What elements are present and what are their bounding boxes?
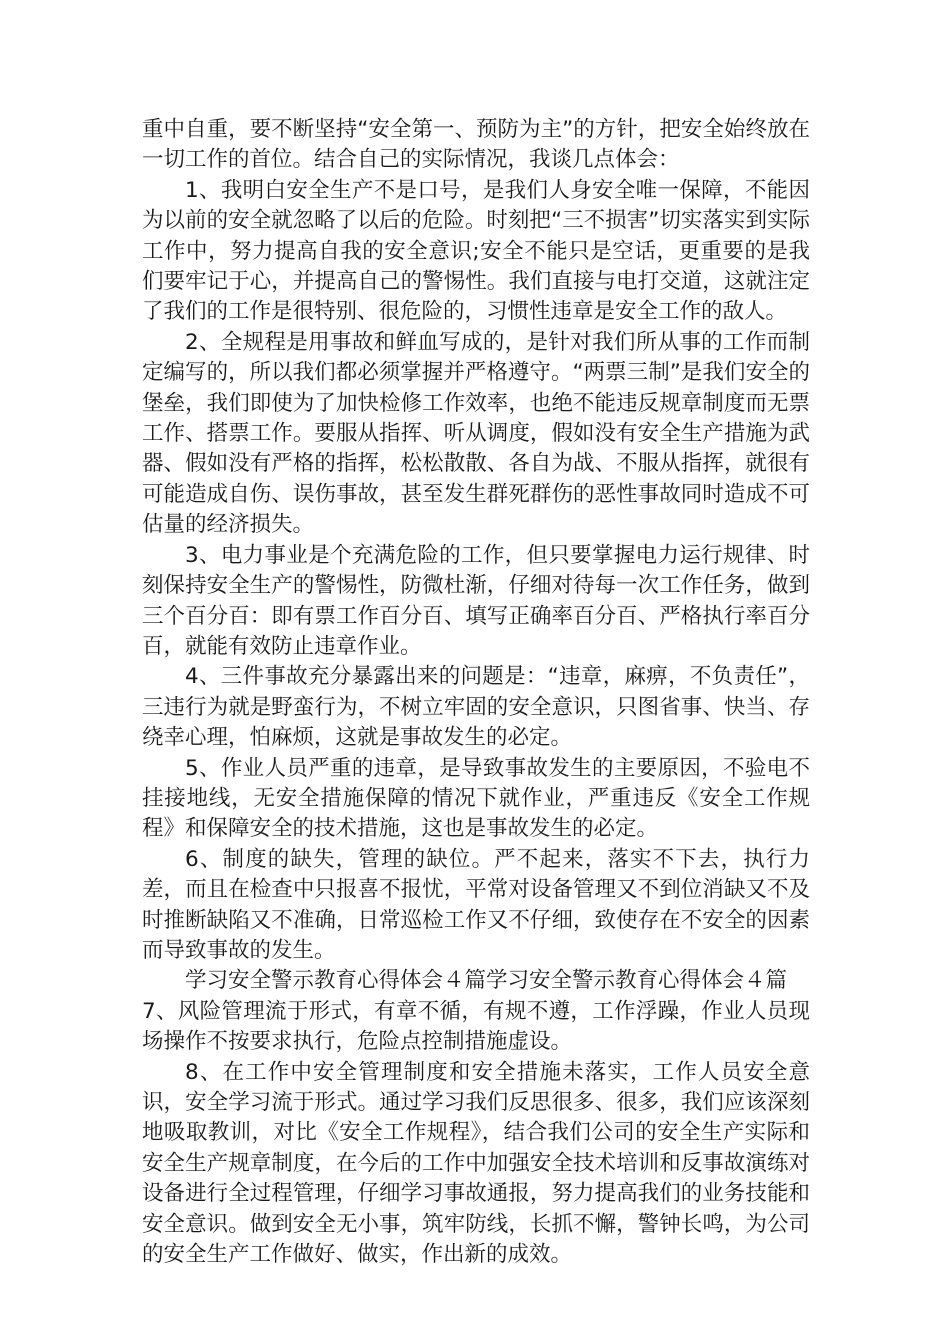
paragraph-intro: 重中自重，要不断坚持“安全第一、预防为主”的方针，把安全始终放在一切工作的首位。结合自己的实际情况，我谈几点体会： <box>142 117 810 173</box>
paragraph-point-4: 4、三件事故充分暴露出来的问题是：“违章，麻痹，不负责任”，三违行为就是野蛮行为，不树立牢固的安全意识，只图省事、快当、存绕幸心理，怕麻烦，这就是事故发生的必定。 <box>142 664 810 751</box>
paragraph-point-7: 7、风险管理流于形式，有章不循，有规不遵，工作浮躁，作业人员现场操作不按要求执行，危险点控制措施虚设。 <box>142 998 810 1055</box>
paragraph-point-6: 6、制度的缺失，管理的缺位。严不起来，落实不下去，执行力差，而且在检查中只报喜不报忧，平常对设备管理又不到位消缺又不及时推断缺陷又不准确，日常巡检工作又不仔细，致使存在不安全的因素而导致事故的发生。 <box>142 846 810 963</box>
paragraph-heading-line: 学习安全警示教育心得体会４篇学习安全警示教育心得体会４篇 <box>185 968 788 994</box>
paragraph-point-5: 5、作业人员严重的违章，是导致事故发生的主要原因，不验电不挂接地线，无安全措施保障的情况下就作业，严重违反《安全工作规程》和保障安全的技术措施，这也是事故发生的必定。 <box>142 755 810 842</box>
paragraph-point-1: 1、我明白安全生产不是口号，是我们人身安全唯一保障，不能因为以前的安全就忽略了以后的危险。时刻把“三不损害”切实落实到实际工作中，努力提高自我的安全意识;安全不能只是空话，更重要的是我们要牢记于心，并提高自己的警惕性。我们直接与电打交道，这就注定了我们的工作是很特别、很危险的，习惯性违章是安全工作的敌人。 <box>142 177 810 325</box>
paragraph-point-3: 3、电力事业是个充满危险的工作，但只要掌握电力运行规律、时刻保持安全生产的警惕性，防微杜渐，仔细对待每一次工作任务，做到三个百分百：即有票工作百分百、填写正确率百分百、严格执行率百分百，就能有效防止违章作业。 <box>142 542 810 659</box>
document-body <box>142 115 810 1270</box>
paragraph-point-8: 8、在工作中安全管理制度和安全措施未落实，工作人员安全意识，安全学习流于形式。通过学习我们反思很多、很多，我们应该深刻地吸取教训，对比《安全工作规程》，结合我们公司的安全生产实际和安全生产规章制度，在今后的工作中加强安全技术培训和反事故演练对设备进行全过程管理，仔细学习事故通报，努力提高我们的业务技能和安全意识。做到安全无小事，筑牢防线，长抓不懈，警钟长鸣，为公司的安全生产工作做好、做实，作出新的成效。 <box>142 1059 810 1268</box>
paragraph-point-2: 2、全规程是用事故和鲜血写成的，是针对我们所从事的工作而制定编写的，所以我们都必须掌握并严格遵守。“两票三制”是我们安全的堡垒，我们即使为了加快检修工作效率，也绝不能违反规章制度而无票工作、搭票工作。要服从指挥、听从调度，假如没有安全生产措施为武器、假如没有严格的指挥，松松散散、各自为战、不服从指挥，就很有可能造成自伤、误伤事故，甚至发生群死群伤的恶性事故同时造成不可估量的经济损失。 <box>142 329 810 538</box>
